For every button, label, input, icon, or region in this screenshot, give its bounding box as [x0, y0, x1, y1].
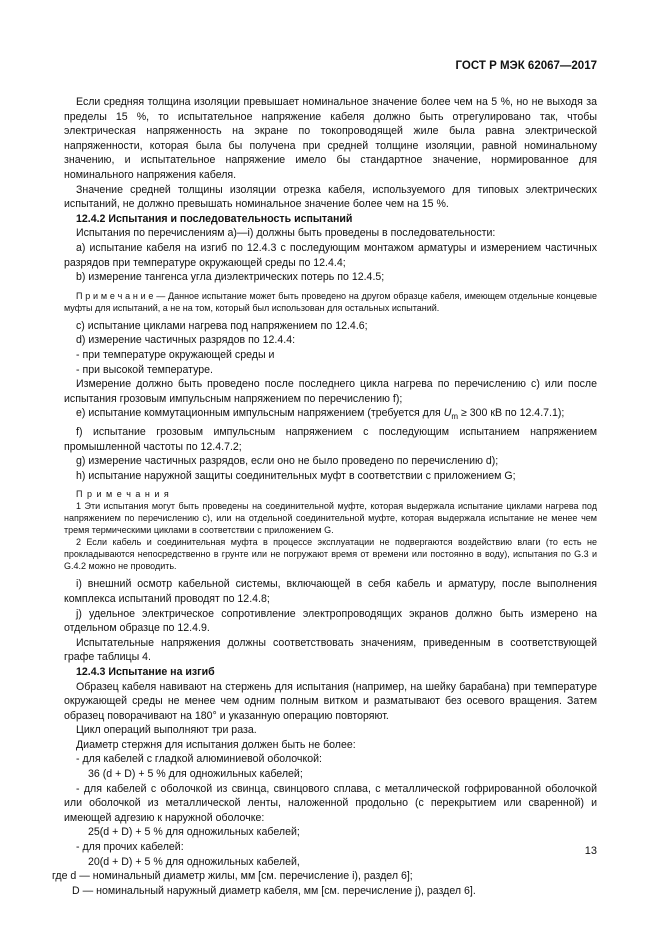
- list-item-i: i) внешний осмотр кабельной системы, включающей в себя кабель и арматуру, после выполнения комплекса испытаний проводят по 12.4.8;: [64, 578, 597, 605]
- definition-D: D — номинальный наружный диаметр кабеля, мм [см. перечисление j), раздел 6].: [72, 884, 476, 897]
- document-body: [52, 95, 597, 898]
- list-item-a: а) испытание кабеля на изгиб по 12.4.3 с последующим монтажом арматуры и измерением частичных разрядов при температуре окружающей среды по 12.4.4;: [64, 241, 597, 269]
- formula: 36 (d + D) + 5 % для одножильных кабелей;: [88, 768, 303, 781]
- paragraph: Диаметр стержня для испытания должен быть не более:: [76, 738, 356, 751]
- paragraph: Измерение должно быть проведено после последнего цикла нагрева по перечислению с) или после испытания грозовым импульсным напряжением по перечислению f);: [64, 378, 597, 405]
- paragraph: Испытания по перечислениям а)—i) должны быть проведены в последовательности:: [76, 227, 496, 240]
- formula: 20(d + D) + 5 % для одножильных кабелей,: [88, 855, 300, 868]
- list-item-b: b) измерение тангенса угла диэлектрических потерь по 12.4.5;: [76, 271, 385, 284]
- list-sub-item: - для прочих кабелей:: [76, 841, 184, 854]
- list-sub-item: - при высокой температуре.: [76, 363, 213, 376]
- page-number: 13: [584, 845, 597, 857]
- paragraph: Если средняя толщина изоляции превышает номинальное значение более чем на 5 %, но не выходя за пределы 15 %, то испытательное напряжение кабеля должно быть отрегулировано так, чтобы электрическая напряженность на экране по токопроводящей жиле была равна электрической напряженности, которая была бы получена при средней толщине изоляции, равной номинальному значению, и испытательное напряжение имело бы стандартное значение, нормированное для номинального напряжения кабеля.: [64, 96, 597, 181]
- note: 2 Если кабель и соединительная муфта в процессе эксплуатации не подвергаются воздействию влаги (то есть не прокладываются непосредственно в грунте или не погружают время от времени или постоянно в воду), испытания по G.3 и G.4.2 можно не проводить.: [64, 537, 597, 572]
- paragraph: Цикл операций выполняют три раза.: [76, 724, 257, 737]
- list-item-d: d) измерение частичных разрядов по 12.4.4:: [76, 334, 296, 347]
- note: 1 Эти испытания могут быть проведены на соединительной муфте, которая выдержала испытание циклами нагрева под напряжением по перечислению с), или на отдельной соединительной муфте, которая выдержала испытание не менее чем тремя термическими циклами в соответствии с приложением G.: [64, 501, 597, 536]
- paragraph: Испытательные напряжения должны соответствовать значениям, приведенным в соответствующей графе таблицы 4.: [64, 636, 597, 664]
- note: П р и м е ч а н и е — Данное испытание может быть проведено на другом образце кабеля, имеющем отдельные концевые муфты для испытаний, а не на том, который был использован для остальных испытаний.: [64, 290, 597, 313]
- list-item-e: е) испытание коммутационным импульсным напряжением (требуется для $U_m \ge 300$ кВ по 12.4.7.1);: [76, 407, 565, 422]
- list-item-h: h) испытание наружной защиты соединительных муфт в соответствии с приложением G;: [76, 469, 516, 482]
- paragraph: Образец кабеля навивают на стержень для испытания (например, на шейку барабана) при температуре окружающей среды не менее чем одним полным витком и разматывают без осевого вращения. Затем образец поворачивают на 180° и указанную операцию повторяют.: [64, 680, 597, 722]
- list-sub-item: - при температуре окружающей среды и: [76, 348, 275, 361]
- list-item-j: j) удельное электрическое сопротивление электропроводящих экранов должно быть измерено на отдельном образце по 12.4.9.: [64, 607, 597, 635]
- definition-d: где d — номинальный диаметр жилы, мм [см. перечисление i), раздел 6];: [52, 870, 413, 883]
- list-item-g: g) измерение частичных разрядов, если оно не было проведено по перечислению d);: [76, 455, 499, 468]
- section-heading-12-4-3: 12.4.3 Испытание на изгиб: [76, 665, 215, 678]
- list-item-f: f) испытание грозовым импульсным напряжением с последующим испытанием напряжением промышленной частоты по 12.4.7.2;: [64, 425, 597, 453]
- paragraph: Значение средней толщины изоляции отрезка кабеля, используемого для типовых электрических испытаний, не должно превышать номинальное значение более чем на 15 %.: [64, 183, 597, 211]
- formula: 25(d + D) + 5 % для одножильных кабелей;: [88, 826, 300, 839]
- list-item-c: c) испытание циклами нагрева под напряжением по 12.4.6;: [76, 319, 368, 332]
- list-sub-item: - для кабелей с оболочкой из свинца, свинцового сплава, с металлической гофрированной оболочкой или оболочкой из металлической ленты, наложенной продольно (с перекрытием или сваренной) и имеющей адгезию к наружной оболочке:: [64, 782, 597, 824]
- section-heading-12-4-2: 12.4.2 Испытания и последовательность испытаний: [76, 212, 353, 225]
- standard-header: ГОСТ Р МЭК 62067—2017: [455, 60, 597, 72]
- notes-title: П р и м е ч а н и я: [76, 489, 170, 500]
- list-sub-item: - для кабелей с гладкой алюминиевой оболочкой:: [76, 753, 322, 766]
